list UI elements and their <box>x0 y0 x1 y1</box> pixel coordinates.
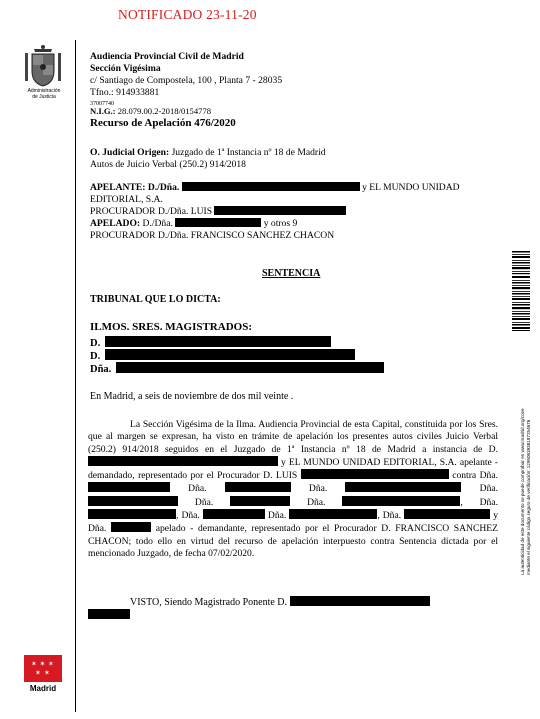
notification-stamp: NOTIFICADO 23-11-20 <box>118 7 257 22</box>
date-line: En Madrid, a seis de noviembre de dos mil veinte . <box>90 391 294 402</box>
redaction <box>88 609 130 619</box>
visto-line: VISTO, Siendo Magistrado Ponente D. <box>130 596 430 608</box>
procurador-2: PROCURADOR D./Dña. FRANCISCO SANCHEZ CHACON <box>90 230 335 241</box>
redaction <box>175 218 261 227</box>
redaction <box>88 456 278 466</box>
redaction <box>88 496 178 506</box>
verification-text: La autenticidad de este documento se puede comprobar en www.madrid.org/cove mediante el siguiente código seguro de verificación: 1295063938187254676 <box>520 408 531 575</box>
magistrado-2: D. <box>90 349 355 362</box>
nig-line: N.I.G.: 28.079.00.2-2018/0154778 <box>90 106 212 116</box>
redaction <box>88 482 170 492</box>
redaction <box>203 509 265 519</box>
redaction <box>290 596 430 606</box>
court-phone: Tfno.: 914933881 <box>90 87 160 98</box>
redaction <box>289 509 377 519</box>
redaction <box>105 349 355 360</box>
court-code: 37007740 <box>90 101 114 107</box>
svg-text:✶: ✶ <box>31 660 37 668</box>
tribunal-heading: TRIBUNAL QUE LO DICTA: <box>90 294 221 305</box>
body-paragraph: La Sección Vigésima de la Ilma. Audiencia Provincial de esta Capital, constituida por los Sres. que al margen se expresan, ha visto en trámite de apelación los presentes autos civiles Juicio Verbal (250.2) 914/2018 seguidos en el Juzgado de 1ª Instancia nº 18 de Madrid a instancia de D. y EL MUNDO UNIDAD EDITORIAL, S.A. apelante - demandado, representado por el Procurador D. LUIS contra Dña. Dña. Dña. Dña. Dña. Dña. , Dña. , Dña. Dña. , Dña. y Dña. apelado - demandante, representado por el Procurador D. FRANCISCO SANCHEZ CHACON; todo ello en virtud del recurso de apelación interpuesto contra Sentencia dictada por el mencionado Juzgado, de fecha 07/02/2020. <box>88 419 499 559</box>
redaction <box>182 182 360 191</box>
crest-caption: Administración de Justicia <box>27 88 61 100</box>
coat-of-arms-icon <box>20 43 66 89</box>
madrid-logo <box>24 655 62 682</box>
court-section: Sección Vigésima <box>90 63 161 74</box>
redaction <box>214 206 346 215</box>
court-name: Audiencia Provincial Civil de Madrid <box>90 51 244 62</box>
apelante-line: APELANTE: D./Dña. y EL MUNDO UNIDAD <box>90 182 460 193</box>
redaction <box>88 509 176 519</box>
redaction <box>404 509 490 519</box>
redaction <box>225 482 291 492</box>
magistrado-1: D. <box>90 336 331 349</box>
appeal-number: Recurso de Apelación 476/2020 <box>90 117 236 129</box>
redaction <box>342 496 460 506</box>
margin-rule <box>75 40 76 712</box>
svg-text:✶: ✶ <box>44 669 50 677</box>
magistrados-heading: ILMOS. SRES. MAGISTRADOS: <box>90 321 252 333</box>
origin-court: O. Judicial Origen: Juzgado de 1ª Instancia nº 18 de Madrid <box>90 147 326 158</box>
barcode-icon <box>512 250 530 332</box>
stars-icon <box>24 655 62 682</box>
svg-text:✶: ✶ <box>35 669 41 677</box>
svg-text:✶: ✶ <box>48 660 54 668</box>
svg-text:✶: ✶ <box>39 660 46 668</box>
redaction <box>111 522 151 532</box>
court-address: c/ Santiago de Compostela, 100 , Planta 7 - 28035 <box>90 75 283 86</box>
madrid-label: Madrid <box>29 684 57 693</box>
redaction <box>345 482 461 492</box>
redaction <box>301 469 449 479</box>
redaction <box>116 362 384 373</box>
document-title: SENTENCIA <box>262 268 321 279</box>
origin-case: Autos de Juicio Verbal (250.2) 914/2018 <box>90 159 246 170</box>
redaction <box>230 496 290 506</box>
redaction <box>105 336 331 347</box>
apelado-line: APELADO: D./Dña. y otros 9 <box>90 218 298 229</box>
magistrado-3: Dña. <box>90 362 384 375</box>
procurador-1: PROCURADOR D./Dña. LUIS <box>90 206 346 217</box>
apelante-line-2: EDITORIAL, S.A. <box>90 194 163 205</box>
